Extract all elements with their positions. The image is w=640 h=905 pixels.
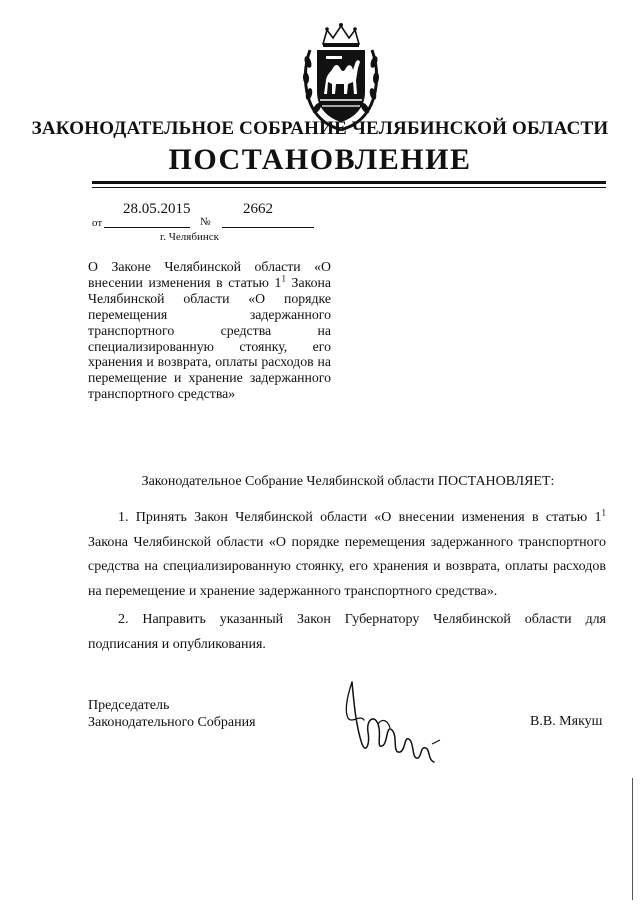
header-divider-thick [92,181,606,184]
header-divider-thin [92,187,606,188]
document-subject [88,259,331,402]
subject-text-part1: О Законе Челябинской области «О внесении изменения в статью 1 [88,259,331,290]
signatory-title-line2: Законодательного Собрания [88,715,256,730]
document-number: 2662 [243,201,273,217]
city-name: г. Челябинск [160,231,219,243]
number-label: № [200,216,211,228]
subject-text-part2: Закона Челябинской области «О порядке перемещения задержанного транспортного средства на специализированную стоянку, его хранения и возврата, оплаты расходов на перемещение и хранение задержанного транспортного средства» [88,274,331,402]
resolution-item-1 [88,506,606,604]
scan-edge-line [632,778,633,900]
handwritten-signature [338,674,448,774]
document-type-title: ПОСТАНОВЛЕНИЕ [168,143,472,176]
resolution-item-2: 2. Направить указанный Закон Губернатору Челябинской области для подписания и опубликования. [88,612,606,652]
resolution-body [88,506,606,657]
date-underline [104,227,190,228]
signatory-title [88,697,256,731]
date-label: от [92,217,103,229]
number-underline [222,227,314,228]
document-date: 28.05.2015 [123,201,191,217]
organization-title: ЗАКОНОДАТЕЛЬНОЕ СОБРАНИЕ ЧЕЛЯБИНСКОЙ ОБЛАСТИ [31,118,609,139]
resolution-preamble: Законодательное Собрание Челябинской области ПОСТАНОВЛЯЕТ: [141,474,555,489]
item1-text-part1: 1. Принять Закон Челябинской области «О внесении изменения в статью 1 [118,510,602,525]
subject-superscript: 1 [281,273,286,284]
signatory-title-line1: Председатель [88,698,170,713]
item1-superscript: 1 [601,507,606,518]
item1-text-part2: Закона Челябинской области «О порядке перемещения задержанного транспортного средства на специализированную стоянку, его хранения и возврата, оплаты расходов на перемещение и хранение задержанного транспортного средства». [88,534,606,599]
signer-name: В.В. Мякуш [530,714,603,729]
